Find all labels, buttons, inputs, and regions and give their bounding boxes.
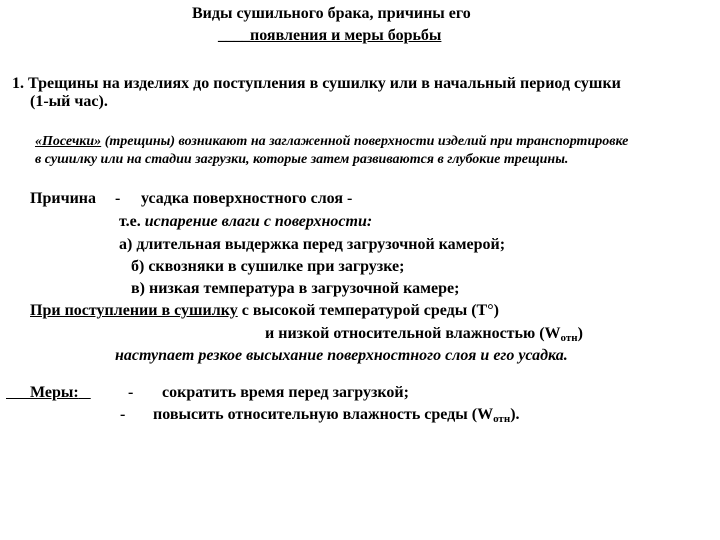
note-line-2: в сушилку или на стадии загрузки, которые затем развиваются в глубокие трещины. <box>35 152 569 167</box>
section-heading-line-2: (1-ый час). <box>30 93 108 110</box>
page-title-line-2: ____появления и меры борьбы <box>218 27 442 44</box>
cause-item-a: а) длительная выдержка перед загрузочной камерой; <box>119 236 506 253</box>
measure-1: сократить время перед загрузкой; <box>162 384 409 401</box>
note-term: «Посечки» <box>35 134 102 149</box>
cause-dash: - <box>115 190 121 207</box>
cause-result: наступает резкое высыхание поверхностного слоя и его усадка. <box>115 347 568 364</box>
measures-label: Меры: <box>30 384 79 401</box>
measure-2: повысить относительную влажность среды $(W_{отн})$. <box>153 406 520 425</box>
cause-label: Причина <box>30 190 97 207</box>
humidity-condition: и низкой относительной влажностью $(W_{отн})$ <box>265 325 583 344</box>
section-heading: 1. Трещины на изделиях до поступления в сушилку или в начальный период сушки <box>12 75 621 92</box>
title-line-2: появления и меры борьбы <box>250 27 442 44</box>
measure-2-dash: - <box>120 406 126 423</box>
cause-item-b: б) сквозняки в сушилке при загрузке; <box>131 258 405 275</box>
measure-1-dash: - <box>128 384 134 401</box>
note-line-1: «Посечки» (трещины) возникают на заглаженной поверхности изделий при транспортировке <box>35 134 629 149</box>
entry-condition: При поступлении в сушилку с высокой температурой среды (Т°) <box>30 302 499 319</box>
page-title <box>192 5 471 23</box>
title-line-1: Виды сушильного брака, причины его <box>192 5 471 22</box>
cause-text: усадка поверхностного слоя - <box>141 190 353 207</box>
cause-detail: т.е. испарение влаги с поверхности: <box>119 213 373 230</box>
cause-item-c: в) низкая температура в загрузочной камере; <box>131 280 460 297</box>
